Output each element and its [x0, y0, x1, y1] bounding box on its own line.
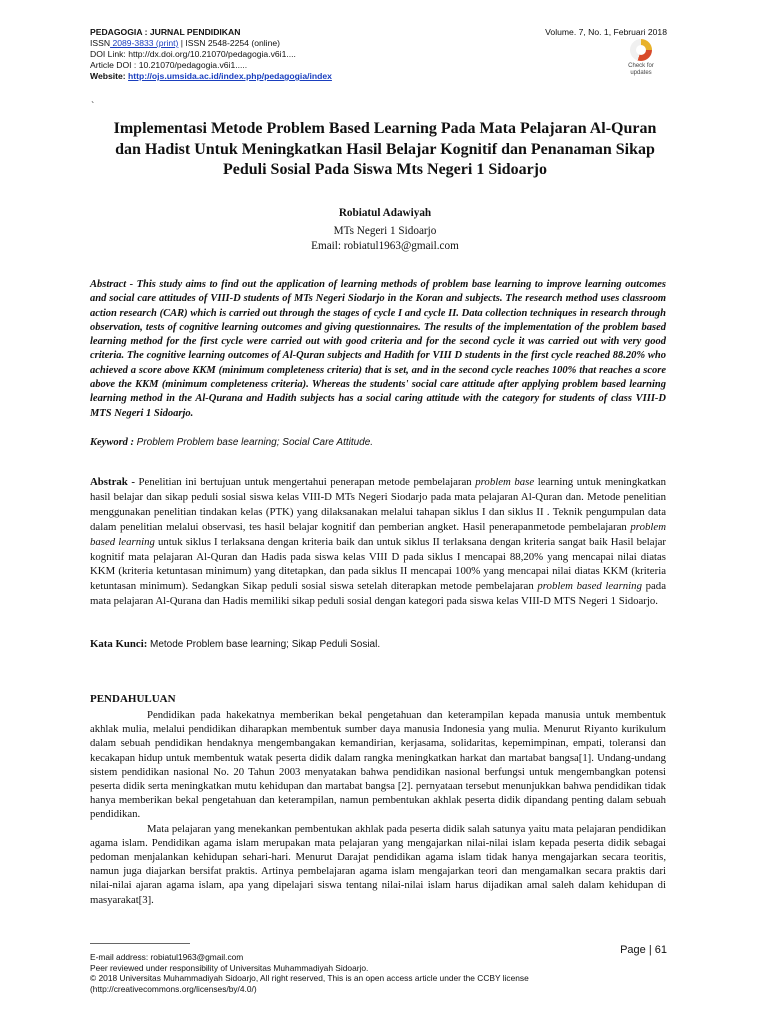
journal-name: PEDAGOGIA : JURNAL PENDIDIKAN — [90, 27, 241, 37]
stray-mark: ` — [91, 101, 95, 112]
check-for-updates-label: Check for updates — [628, 63, 654, 76]
abstract-indonesian: Abstrak - Penelitian ini bertujuan untuk mengertahui penerapan metode pembelajaran problem base learning untuk meningkatkan hasil belajar dan sikap peduli sosial siswa kelas VIII-D MTs Negeri Siodarjo pada mata pelajaran Al-Quran dan. Metode penelitian menggunakan penelitian tindakan kelas (PTK) yang dilaksanakan melalui tahapan siklus I dan siklus II . Teknik pengumpulan data dalam penelitian melalui observasi, tes hasil belajar kognitif dan pemberian angket. Hasil penerapanmetode pembelajaran problem based learning untuk siklus I terlaksana dengan kriteria baik dan untuk siklus II terlaksana dengan kriteria sangat baik Hasil belajar kognitif mata pelajaran Al-Quran dan Hadis pada siswa kelas VIII D pada siklus I mencapai 88,20% yang mencapai nilai diatas KKM (kriteria ketuntasan minimum) yang ditetapkan, dan pada siklus II mencapai 100% yang mencapai nilai diatas KKM (kriteria ketuntasan minimum). Sedangkan Sikap peduli sosial siswa setelah diterapkan metode pembelajaran problem based learning pada mata pelajaran Al-Qurana dan Hadis memiliki sikap peduli sosial dengan kategori pada siswa kelas VIII-D MTS Negeri 1 Sidoarjo. — [90, 476, 667, 608]
author-affiliation: MTs Negeri 1 Sidoarjo — [333, 225, 437, 237]
introduction-body — [90, 708, 666, 907]
website-line: Website: http://ojs.umsida.ac.id/index.php/pedagogia/index — [90, 71, 332, 81]
abstract-english: Abstract - This study aims to find out the application of learning methods of problem base learning to improve learning outcomes and social care attitudes of VIII-D students of MTs Negeri Siodarjo in the Koran and subjects. The research method uses classroom action research (CAR) which is carried out through the stages of cycle I and cycle II. Data collection techniques in research through observation, tests of cognitive learning outcomes and giving questionnaires. The results of the implementation of the problem based learning method for the first cycle were carried out with good criteria and for the second cycle it was carried out with very good criteria. The cognitive learning outcomes of Al-Quran subjects and Hadith for VIII D students in the first cycle reached 88.20% who achieved a score above KKM (minimum completeness criteria) that is set, and in the second cycle reaches 100% that reaches a score above the KKM (minimum completeness criteria). Whereas the students' social care attitude after applying problem based learning learning method in the Al-Qurana and Hadith subjects has a social caring attitude with the category for students of class VIII-D MTS Negeri 1 Sidoarjo. — [90, 279, 666, 419]
article-doi: Article DOI : 10.21070/pedagogia.v6i1..... — [90, 60, 248, 70]
volume-info: Volume. 7, No. 1, Februari 2018 — [545, 27, 667, 37]
website-link[interactable]: http://ojs.umsida.ac.id/index.php/pedagogia/index — [128, 71, 332, 81]
paragraph: Pendidikan pada hakekatnya memberikan bekal pengetahuan dan keterampilan kepada manusia untuk membentuk akhlak mulia, melalui pendidikan diharapkan membentuk sumber daya manusia Indonesia yang mulia. Menurut Riyanto kurikulum dalam sebuah pendidikan hendaknya mengembangakan kemandirian, kerjasama, solidaritas, kepemimpinan, empati, toleransi dan kecakapan hidup untuk membentuk watak peserta didik dalam rangka meningkatkan harkat dan martabat bangsa[1]. Undang-undang sistem pendidikan nasional No. 20 Tahun 2003 menyatakan bahwa pendidikan nasional berfungsi untuk mengembangkan potensi peserta didik serta meningkatkan mutu kehidupan dan martabat bangsa [2]. pernyataan tersebut menunjukkan bahwa pendidikan tidak hanya memberikan bekal pengetahuan dan keterampilan, namun pembentukan akhlak peserta didik dipandang penting dalam sebuah pendidikan. — [90, 709, 666, 821]
author-name: Robiatul Adawiyah — [338, 207, 432, 219]
paper-title: Implementasi Metode Problem Based Learning Pada Mata Pelajaran Al-Quran dan Hadist Untuk Meningkatkan Hasil Belajar Kognitif dan Penanaman Sikap Peduli Sosial Pada Siswa Mts Negeri 1 Sidoarjo — [113, 120, 657, 178]
section-heading: PENDAHULUAN — [90, 693, 176, 705]
footnote-peer-review: Peer reviewed under responsibility of Universitas Muhammadiyah Sidoarjo. — [90, 962, 369, 973]
paragraph: Mata pelajaran yang menekankan pembentukan akhlak pada peserta didik salah satunya yaitu mata pelajaran pendidikan agama islam. Pendidikan agama islam merupakan mata pelajaran yang mengajarkan nilai-nilai islam kepada peserta didik sebagai pedoman menjalankan kehidupan sehari-hari. Menurut Darajat pendidikan agama islam tidak hanya mengajarkan secara teoritis, namun juga diajarkan bersifat praktis. Artinya pembelajaran agama islam mengajarkan teori dan mengamalkan secara praktis dari nilai-nilai ajaran agama islam, apa yang dipelajari siswa tentang nilai-nilai islam harus dijadikan amal saleh dalam kehidupan di masyarakat[3]. — [90, 822, 666, 906]
keyword-label: Keyword : — [90, 437, 137, 448]
footnote-copyright: © 2018 Universitas Muhammadiyah Sidoarjo, All right reserved, This is an open access article under the CCBY license — [90, 973, 529, 984]
keywords-english — [90, 436, 666, 450]
author-block — [100, 206, 670, 254]
page-number: Page | 61 — [620, 944, 667, 956]
author-email: Email: robiatul1963@gmail.com — [311, 240, 459, 252]
check-for-updates-badge[interactable] — [617, 39, 665, 85]
footnote-divider — [90, 943, 190, 944]
footnote — [90, 952, 670, 995]
kata-kunci-label: Kata Kunci: — [90, 638, 150, 650]
kata-kunci — [90, 637, 666, 652]
keyword-values: Problem Problem base learning; Social Care Attitude. — [136, 437, 374, 448]
issn-line: ISSN 2089-3833 (print) | ISSN 2548-2254 (online) — [90, 38, 280, 48]
check-for-updates-icon — [630, 39, 652, 61]
kata-kunci-values: Metode Problem base learning; Sikap Peduli Sosial. — [149, 639, 381, 650]
issn-print-link[interactable]: 2089-3833 (print) — [110, 38, 179, 48]
doi-link: DOI Link: http://dx.doi.org/10.21070/pedagogia.v6i1.... — [90, 49, 296, 59]
footnote-license-url: (http://creativecommons.org/licenses/by/4.0/) — [90, 984, 257, 995]
footnote-email: E-mail address: robiatul1963@gmail.com — [90, 952, 244, 962]
